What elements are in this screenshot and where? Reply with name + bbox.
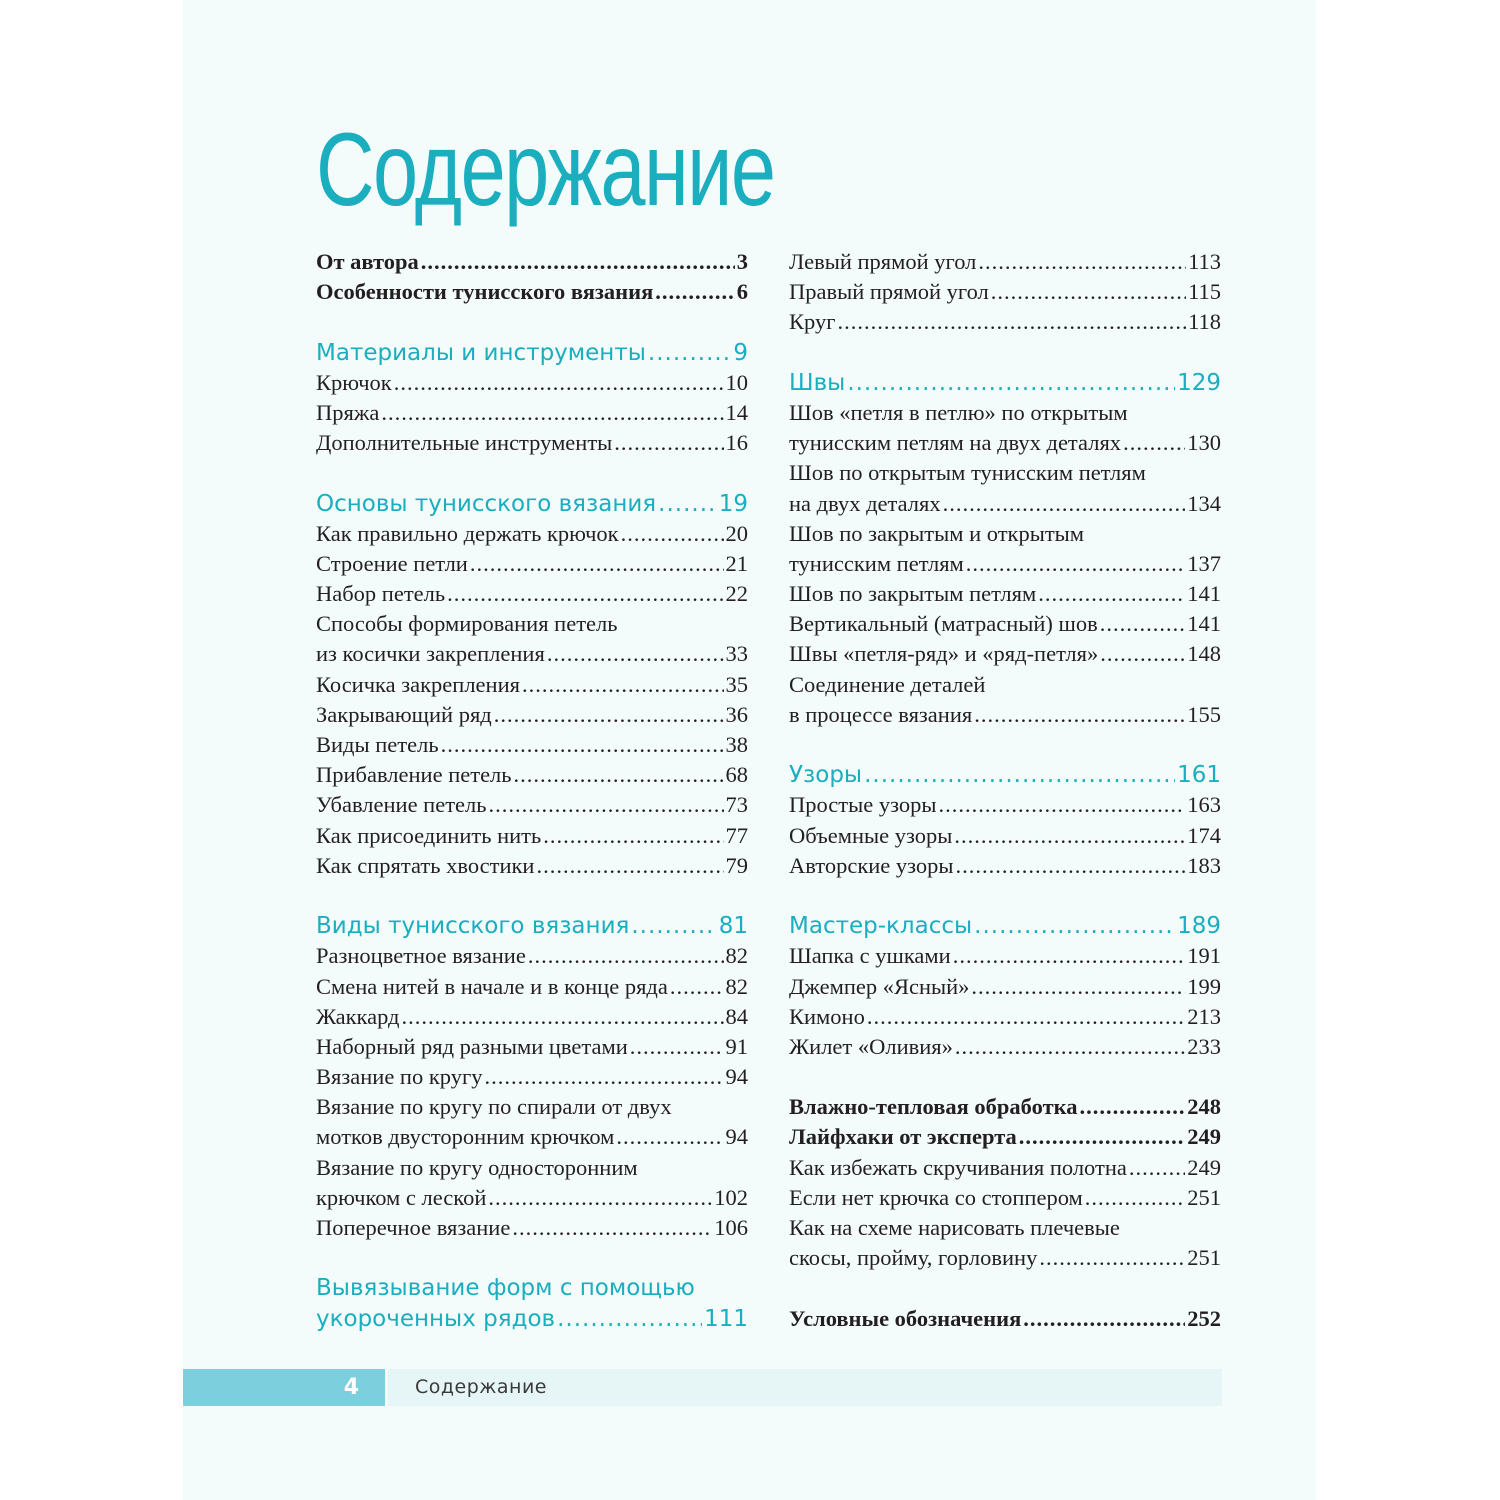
toc-entry-title: крючком с леской bbox=[316, 1184, 487, 1210]
dot-leader bbox=[1023, 1304, 1185, 1334]
toc-entry[interactable] bbox=[789, 790, 1221, 820]
dot-leader bbox=[670, 972, 724, 1002]
dot-leader bbox=[1038, 579, 1185, 609]
toc-page-number: 163 bbox=[1187, 792, 1221, 818]
toc-entry-title: Вязание по кругу bbox=[316, 1064, 483, 1090]
toc-entry-title: Прибавление петель bbox=[316, 762, 512, 788]
dot-leader bbox=[447, 579, 723, 609]
toc-entry[interactable] bbox=[316, 398, 748, 428]
toc-entry[interactable] bbox=[789, 1183, 1221, 1213]
toc-bold-entry[interactable] bbox=[789, 1122, 1221, 1152]
toc-entry[interactable] bbox=[789, 247, 1221, 277]
toc-entry-title: Как на схеме нарисовать плечевые bbox=[789, 1215, 1120, 1240]
toc-page-number: 155 bbox=[1187, 701, 1221, 727]
toc-entry[interactable] bbox=[316, 790, 748, 820]
dot-leader bbox=[381, 398, 723, 428]
toc-entry[interactable] bbox=[316, 428, 748, 458]
dot-leader bbox=[1100, 609, 1186, 639]
toc-entry-title: Убавление петель bbox=[316, 792, 487, 818]
toc-page-number: 82 bbox=[725, 973, 748, 999]
dot-leader bbox=[974, 700, 1185, 730]
dot-leader bbox=[631, 911, 716, 941]
dot-leader bbox=[837, 307, 1186, 337]
dot-leader bbox=[441, 730, 724, 760]
toc-entry-line1 bbox=[316, 1153, 748, 1183]
toc-entry[interactable] bbox=[316, 851, 748, 881]
toc-page-number: 191 bbox=[1187, 943, 1221, 969]
toc-entry-title: Жилет «Оливия» bbox=[789, 1033, 953, 1059]
toc-bold-entry[interactable] bbox=[789, 1304, 1221, 1334]
toc-entry-title: Как спрятать хвостики bbox=[316, 852, 535, 878]
toc-entry-title: Влажно-тепловая обработка bbox=[789, 1094, 1078, 1120]
dot-leader bbox=[522, 670, 724, 700]
toc-entry-title: Круг bbox=[789, 309, 836, 335]
dot-leader bbox=[621, 519, 724, 549]
toc-entry-title: Дополнительные инструменты bbox=[316, 430, 613, 456]
dot-leader bbox=[547, 639, 724, 669]
toc-entry-line1 bbox=[789, 519, 1221, 549]
toc-spacer bbox=[316, 458, 748, 488]
toc-entry-line1 bbox=[316, 1092, 748, 1122]
toc-entry[interactable] bbox=[316, 670, 748, 700]
toc-entry-title: Закрывающий ряд bbox=[316, 701, 492, 727]
toc-spacer bbox=[789, 881, 1221, 911]
toc-entry-title: Правый прямой угол bbox=[789, 279, 989, 305]
toc-entry[interactable] bbox=[316, 972, 748, 1002]
toc-page-number: 252 bbox=[1187, 1305, 1221, 1331]
toc-entry[interactable] bbox=[789, 1032, 1221, 1062]
toc-page-number: 84 bbox=[725, 1003, 748, 1029]
toc-entry-title: Набор петель bbox=[316, 581, 446, 607]
toc-page-number: 16 bbox=[725, 430, 748, 456]
dot-leader bbox=[655, 277, 734, 307]
toc-page-number: 251 bbox=[1187, 1184, 1221, 1210]
toc-page-number: 81 bbox=[718, 913, 748, 940]
toc-entry-title: От автора bbox=[316, 249, 419, 274]
toc-entry-title: Вертикальный (матрасный) шов bbox=[789, 611, 1098, 637]
page-title: Содержание bbox=[316, 112, 775, 228]
toc-entry-title: Кимоно bbox=[789, 1003, 865, 1029]
toc-spacer bbox=[789, 1273, 1221, 1303]
toc-entry-title: Виды петель bbox=[316, 732, 439, 757]
toc-entry-title: Косичка закрепления bbox=[316, 671, 520, 697]
dot-leader bbox=[658, 489, 717, 519]
toc-page-number: 111 bbox=[704, 1305, 748, 1332]
toc-entry[interactable] bbox=[316, 730, 748, 760]
toc-entry-title: Смена нитей в начале и в конце ряда bbox=[316, 973, 668, 999]
toc-entry-line1 bbox=[789, 1213, 1221, 1243]
toc-entry[interactable] bbox=[316, 1213, 748, 1243]
dot-leader bbox=[847, 368, 1175, 398]
toc-section-heading[interactable] bbox=[789, 760, 1221, 790]
dot-leader bbox=[512, 1213, 712, 1243]
toc-page-number: 115 bbox=[1188, 279, 1221, 305]
toc-entry-title: в процессе вязания bbox=[789, 701, 973, 727]
dot-leader bbox=[974, 911, 1175, 941]
toc-page-number: 9 bbox=[733, 339, 748, 366]
toc-section-heading[interactable] bbox=[316, 338, 748, 368]
toc-page-number: 161 bbox=[1177, 762, 1221, 789]
toc-entry[interactable] bbox=[316, 760, 748, 790]
toc-page-number: 68 bbox=[725, 762, 748, 788]
toc-section-heading[interactable] bbox=[789, 368, 1221, 398]
toc-entry-title: Шапка с ушками bbox=[789, 943, 951, 969]
dot-leader bbox=[1080, 1092, 1186, 1122]
toc-bold-entry[interactable] bbox=[316, 247, 748, 277]
toc-page-number: 77 bbox=[725, 822, 748, 848]
toc-entry-title: Способы формирования петель bbox=[316, 611, 618, 637]
toc-entry-title: Если нет крючка со стоппером bbox=[789, 1184, 1083, 1210]
toc-entry-title: Шов по закрытым петлям bbox=[789, 581, 1037, 607]
dot-leader bbox=[536, 851, 723, 881]
toc-spacer bbox=[316, 307, 748, 337]
toc-entry[interactable] bbox=[316, 1122, 748, 1152]
dot-leader bbox=[943, 489, 1186, 519]
dot-leader bbox=[514, 760, 724, 790]
toc-entry-title: Условные обозначения bbox=[789, 1305, 1022, 1331]
toc-entry-title: Виды тунисского вязания bbox=[316, 913, 630, 940]
toc-entry-title: Крючок bbox=[316, 369, 392, 395]
dot-leader bbox=[1085, 1183, 1185, 1213]
toc-entry-title: Вязание по кругу по спирали от двух bbox=[316, 1094, 672, 1120]
toc-page-number: 91 bbox=[725, 1033, 748, 1059]
toc-page-number: 82 bbox=[725, 943, 748, 969]
toc-page-number: 35 bbox=[725, 671, 748, 697]
toc-page-number: 251 bbox=[1187, 1245, 1221, 1271]
toc-page-number: 14 bbox=[725, 399, 748, 425]
toc-page-number: 94 bbox=[725, 1124, 748, 1150]
toc-page-number: 148 bbox=[1187, 641, 1221, 667]
toc-page-number: 141 bbox=[1187, 581, 1221, 607]
toc-page-number: 106 bbox=[714, 1215, 748, 1240]
toc-entry-title: из косички закрепления bbox=[316, 641, 545, 667]
dot-leader bbox=[470, 549, 724, 579]
toc-page-number: 21 bbox=[725, 550, 748, 576]
toc-page-number: 248 bbox=[1187, 1094, 1221, 1120]
toc-page-number: 20 bbox=[725, 520, 748, 546]
toc-page-number: 36 bbox=[725, 701, 748, 727]
running-header-section: Содержание bbox=[388, 1369, 1222, 1406]
toc-entry-title: Простые узоры bbox=[789, 792, 937, 818]
toc-entry-title: Строение петли bbox=[316, 550, 468, 576]
dot-leader bbox=[557, 1304, 702, 1334]
toc-page-number: 10 bbox=[725, 369, 748, 395]
dot-leader bbox=[614, 428, 723, 458]
toc-entry-title: Как присоединить нить bbox=[316, 822, 542, 848]
toc-entry[interactable] bbox=[789, 489, 1221, 519]
dot-leader bbox=[978, 247, 1186, 277]
toc-spacer bbox=[789, 1062, 1221, 1092]
toc-spacer bbox=[789, 730, 1221, 760]
toc-page-number: 129 bbox=[1177, 369, 1221, 396]
dot-leader bbox=[402, 1002, 724, 1032]
dot-leader bbox=[991, 277, 1186, 307]
toc-entry-title: Пряжа bbox=[316, 399, 380, 425]
dot-leader bbox=[394, 368, 724, 398]
toc-page-number: 118 bbox=[1188, 309, 1221, 335]
toc-entry[interactable] bbox=[316, 700, 748, 730]
toc-entry-title: тунисским петлям на двух деталях bbox=[789, 430, 1122, 456]
dot-leader bbox=[1039, 1243, 1185, 1273]
toc-page-number: 79 bbox=[725, 852, 748, 878]
toc-page-number: 213 bbox=[1187, 1003, 1221, 1029]
dot-leader bbox=[489, 790, 724, 820]
toc-bold-entry[interactable] bbox=[316, 277, 748, 307]
toc-entry-title: Материалы и инструменты bbox=[316, 339, 646, 366]
page-number: 4 bbox=[183, 1369, 385, 1406]
toc-entry-title: Швы «петля-ряд» и «ряд-петля» bbox=[789, 641, 1099, 667]
toc-entry[interactable] bbox=[316, 549, 748, 579]
dot-leader bbox=[938, 790, 1185, 820]
toc-page-number: 249 bbox=[1187, 1154, 1221, 1180]
toc-entry-title: Жаккард bbox=[316, 1003, 400, 1029]
dot-leader bbox=[488, 1183, 712, 1213]
toc-entry[interactable] bbox=[316, 1032, 748, 1062]
toc-page-number: 183 bbox=[1187, 852, 1221, 878]
toc-entry[interactable] bbox=[789, 821, 1221, 851]
toc-entry[interactable] bbox=[316, 941, 748, 971]
dot-leader bbox=[971, 972, 1185, 1002]
toc-entry-title: Поперечное вязание bbox=[316, 1215, 511, 1240]
toc-entry[interactable] bbox=[789, 579, 1221, 609]
toc-page-number: 3 bbox=[736, 249, 748, 274]
toc-entry-title: Швы bbox=[789, 369, 846, 396]
toc-entry-title: Шов по открытым тунисским петлям bbox=[789, 460, 1146, 486]
toc-entry[interactable] bbox=[789, 609, 1221, 639]
toc-entry[interactable] bbox=[789, 1002, 1221, 1032]
dot-leader bbox=[864, 760, 1175, 790]
toc-entry[interactable] bbox=[316, 639, 748, 669]
dot-leader bbox=[528, 941, 724, 971]
toc-entry-title: Авторские узоры bbox=[789, 852, 954, 878]
toc-entry[interactable] bbox=[789, 549, 1221, 579]
toc-entry-title: Основы тунисского вязания bbox=[316, 490, 657, 517]
toc-entry[interactable] bbox=[789, 851, 1221, 881]
dot-leader bbox=[543, 821, 723, 851]
toc-section-heading[interactable] bbox=[316, 489, 748, 519]
toc-entry[interactable] bbox=[316, 1062, 748, 1092]
toc-entry[interactable] bbox=[316, 1183, 748, 1213]
toc-section-heading[interactable] bbox=[316, 1304, 748, 1334]
dot-leader bbox=[956, 851, 1186, 881]
dot-leader bbox=[484, 1062, 723, 1092]
toc-page-number: 137 bbox=[1187, 550, 1221, 576]
toc-entry-line1 bbox=[789, 458, 1221, 488]
toc-spacer bbox=[316, 1243, 748, 1273]
toc-page-number: 249 bbox=[1187, 1124, 1221, 1150]
toc-entry-title: Мастер-классы bbox=[789, 913, 973, 940]
toc-entry-title: Разноцветное вязание bbox=[316, 943, 526, 969]
toc-entry[interactable] bbox=[789, 941, 1221, 971]
dot-leader bbox=[953, 941, 1186, 971]
toc-section-heading[interactable] bbox=[789, 911, 1221, 941]
toc-entry-title: Шов по закрытым и открытым bbox=[789, 520, 1085, 546]
toc-page-number: 6 bbox=[736, 279, 748, 305]
toc-spacer bbox=[789, 338, 1221, 368]
toc-page-number: 102 bbox=[714, 1184, 748, 1210]
dot-leader bbox=[955, 1032, 1185, 1062]
toc-spacer bbox=[316, 881, 748, 911]
toc-entry[interactable] bbox=[316, 368, 748, 398]
toc-page-number: 19 bbox=[718, 490, 748, 517]
toc-page-number: 38 bbox=[725, 732, 748, 757]
toc-entry-title: мотков двусторонним крючком bbox=[316, 1124, 615, 1150]
toc-entry-line1 bbox=[789, 398, 1221, 428]
toc-page-number: 199 bbox=[1187, 973, 1221, 999]
toc-entry-title: Объемные узоры bbox=[789, 822, 953, 848]
toc-entry-title: Вязание по кругу односторонним bbox=[316, 1154, 638, 1180]
toc-entry-title: Лайфхаки от эксперта bbox=[789, 1124, 1017, 1150]
dot-leader bbox=[421, 247, 735, 277]
toc-page-number: 113 bbox=[1188, 249, 1221, 274]
dot-leader bbox=[1129, 1153, 1185, 1183]
toc-entry[interactable] bbox=[789, 307, 1221, 337]
dot-leader bbox=[1123, 428, 1185, 458]
toc-entry-title: Соединение деталей bbox=[789, 671, 986, 697]
toc-entry[interactable] bbox=[789, 700, 1221, 730]
toc-page-number: 130 bbox=[1187, 430, 1221, 456]
toc-left-column bbox=[316, 247, 748, 1334]
toc-bold-entry[interactable] bbox=[789, 1092, 1221, 1122]
dot-leader bbox=[616, 1122, 723, 1152]
dot-leader bbox=[1019, 1122, 1185, 1152]
toc-entry-title: Шов «петля в петлю» по открытым bbox=[789, 399, 1128, 425]
toc-page-number: 33 bbox=[725, 641, 748, 667]
toc-entry[interactable] bbox=[789, 428, 1221, 458]
dot-leader bbox=[867, 1002, 1185, 1032]
toc-entry[interactable] bbox=[316, 821, 748, 851]
toc-entry[interactable] bbox=[316, 579, 748, 609]
toc-entry-line1 bbox=[316, 609, 748, 639]
toc-entry-title: Наборный ряд разными цветами bbox=[316, 1033, 628, 1059]
toc-entry-title: Особенности тунисского вязания bbox=[316, 279, 654, 305]
toc-entry[interactable] bbox=[789, 1243, 1221, 1273]
toc-page-number: 189 bbox=[1177, 913, 1221, 940]
toc-entry[interactable] bbox=[316, 519, 748, 549]
toc-entry-title: укороченных рядов bbox=[316, 1305, 556, 1332]
toc-entry-title: Узоры bbox=[789, 762, 863, 789]
toc-entry[interactable] bbox=[789, 1153, 1221, 1183]
toc-entry[interactable] bbox=[789, 639, 1221, 669]
toc-entry-title: Как избежать скручивания полотна bbox=[789, 1154, 1127, 1180]
toc-page-number: 73 bbox=[725, 792, 748, 818]
toc-section-heading[interactable] bbox=[316, 911, 748, 941]
toc-entry[interactable] bbox=[789, 277, 1221, 307]
toc-section-heading-line1 bbox=[316, 1273, 748, 1303]
toc-entry-title: на двух деталях bbox=[789, 490, 941, 516]
toc-entry-title: Вывязывание форм с помощью bbox=[316, 1275, 695, 1302]
toc-page-number: 94 bbox=[725, 1064, 748, 1090]
toc-page-number: 174 bbox=[1187, 822, 1221, 848]
dot-leader bbox=[630, 1032, 724, 1062]
toc-right-column bbox=[789, 247, 1221, 1334]
toc-entry-title: тунисским петлям bbox=[789, 550, 964, 576]
toc-page-number: 141 bbox=[1187, 611, 1221, 637]
toc-entry-title: скосы, пройму, горловину bbox=[789, 1245, 1038, 1271]
toc-page-number: 233 bbox=[1187, 1033, 1221, 1059]
dot-leader bbox=[648, 338, 731, 368]
toc-page-number: 134 bbox=[1187, 490, 1221, 516]
toc-entry-title: Левый прямой угол bbox=[789, 249, 977, 274]
dot-leader bbox=[966, 549, 1185, 579]
toc-entry-title: Джемпер «Ясный» bbox=[789, 973, 970, 999]
toc-entry[interactable] bbox=[316, 1002, 748, 1032]
toc-entry[interactable] bbox=[789, 972, 1221, 1002]
toc-entry-title: Как правильно держать крючок bbox=[316, 520, 619, 546]
dot-leader bbox=[1100, 639, 1185, 669]
dot-leader bbox=[954, 821, 1185, 851]
dot-leader bbox=[494, 700, 724, 730]
toc-page-number: 22 bbox=[725, 581, 748, 607]
toc-entry-line1 bbox=[789, 670, 1221, 700]
